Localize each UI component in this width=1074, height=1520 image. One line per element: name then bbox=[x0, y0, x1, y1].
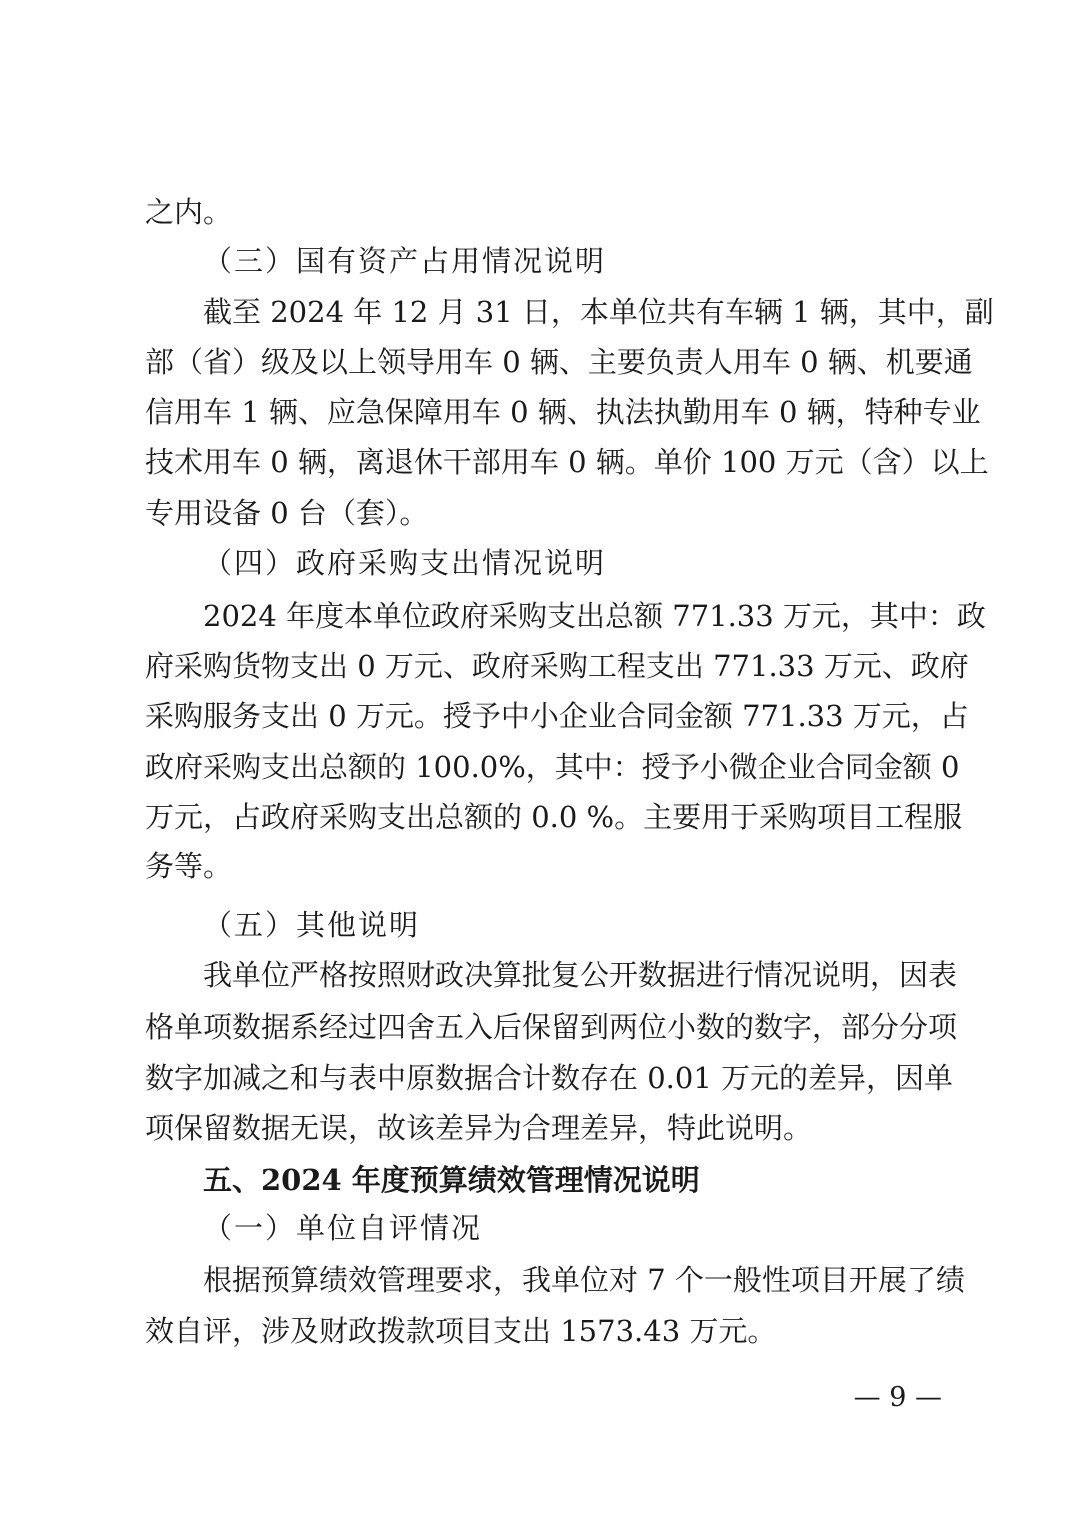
text-line: 府采购货物支出 0 万元、政府采购工程支出 771.33 万元、政府 bbox=[145, 649, 969, 683]
text-line: 数字加减之和与表中原数据合计数存在 0.01 万元的差异，因单 bbox=[145, 1061, 954, 1095]
text-line: 万元，占政府采购支出总额的 0.0 %。主要用于采购项目工程服 bbox=[145, 800, 963, 834]
text-line: 部（省）级及以上领导用车 0 辆、主要负责人用车 0 辆、机要通 bbox=[145, 345, 973, 379]
section-heading-self-evaluation: （一）单位自评情况 bbox=[203, 1211, 483, 1245]
page-number: — 9 — bbox=[853, 1382, 942, 1413]
text-line: 专用设备 0 台（套）。 bbox=[145, 496, 429, 530]
chapter-heading-performance: 五、2024 年度预算绩效管理情况说明 bbox=[203, 1163, 700, 1197]
text-line: 务等。 bbox=[145, 849, 233, 883]
text-line: 根据预算绩效管理要求，我单位对 7 个一般性项目开展了绩 bbox=[203, 1263, 965, 1297]
section-heading-assets: （三）国有资产占用情况说明 bbox=[203, 244, 607, 278]
text-line: 截至 2024 年 12 月 31 日，本单位共有车辆 1 辆，其中，副 bbox=[203, 295, 994, 329]
text-line: 格单项数据系经过四舍五入后保留到两位小数的数字，部分分项 bbox=[145, 1010, 958, 1044]
text-line: 信用车 1 辆、应急保障用车 0 辆、执法执勤用车 0 辆，特种专业 bbox=[145, 395, 981, 429]
text-line: 之内。 bbox=[145, 195, 233, 229]
document-page bbox=[145, 0, 994, 1520]
section-heading-other: （五）其他说明 bbox=[203, 908, 421, 942]
text-line: 我单位严格按照财政决算批复公开数据进行情况说明，因表 bbox=[203, 958, 958, 992]
text-line: 技术用车 0 辆，离退休干部用车 0 辆。单价 100 万元（含）以上 bbox=[145, 445, 989, 479]
section-heading-procurement: （四）政府采购支出情况说明 bbox=[203, 546, 607, 580]
text-line: 项保留数据无误，故该差异为合理差异，特此说明。 bbox=[145, 1111, 813, 1145]
text-line: 效自评，涉及财政拨款项目支出 1573.43 万元。 bbox=[145, 1314, 777, 1348]
text-line: 采购服务支出 0 万元。授予中小企业合同金额 771.33 万元，占 bbox=[145, 699, 969, 733]
text-line: 2024 年度本单位政府采购支出总额 771.33 万元，其中：政 bbox=[203, 599, 986, 633]
text-line: 政府采购支出总额的 100.0%，其中：授予小微企业合同金额 0 bbox=[145, 750, 960, 784]
